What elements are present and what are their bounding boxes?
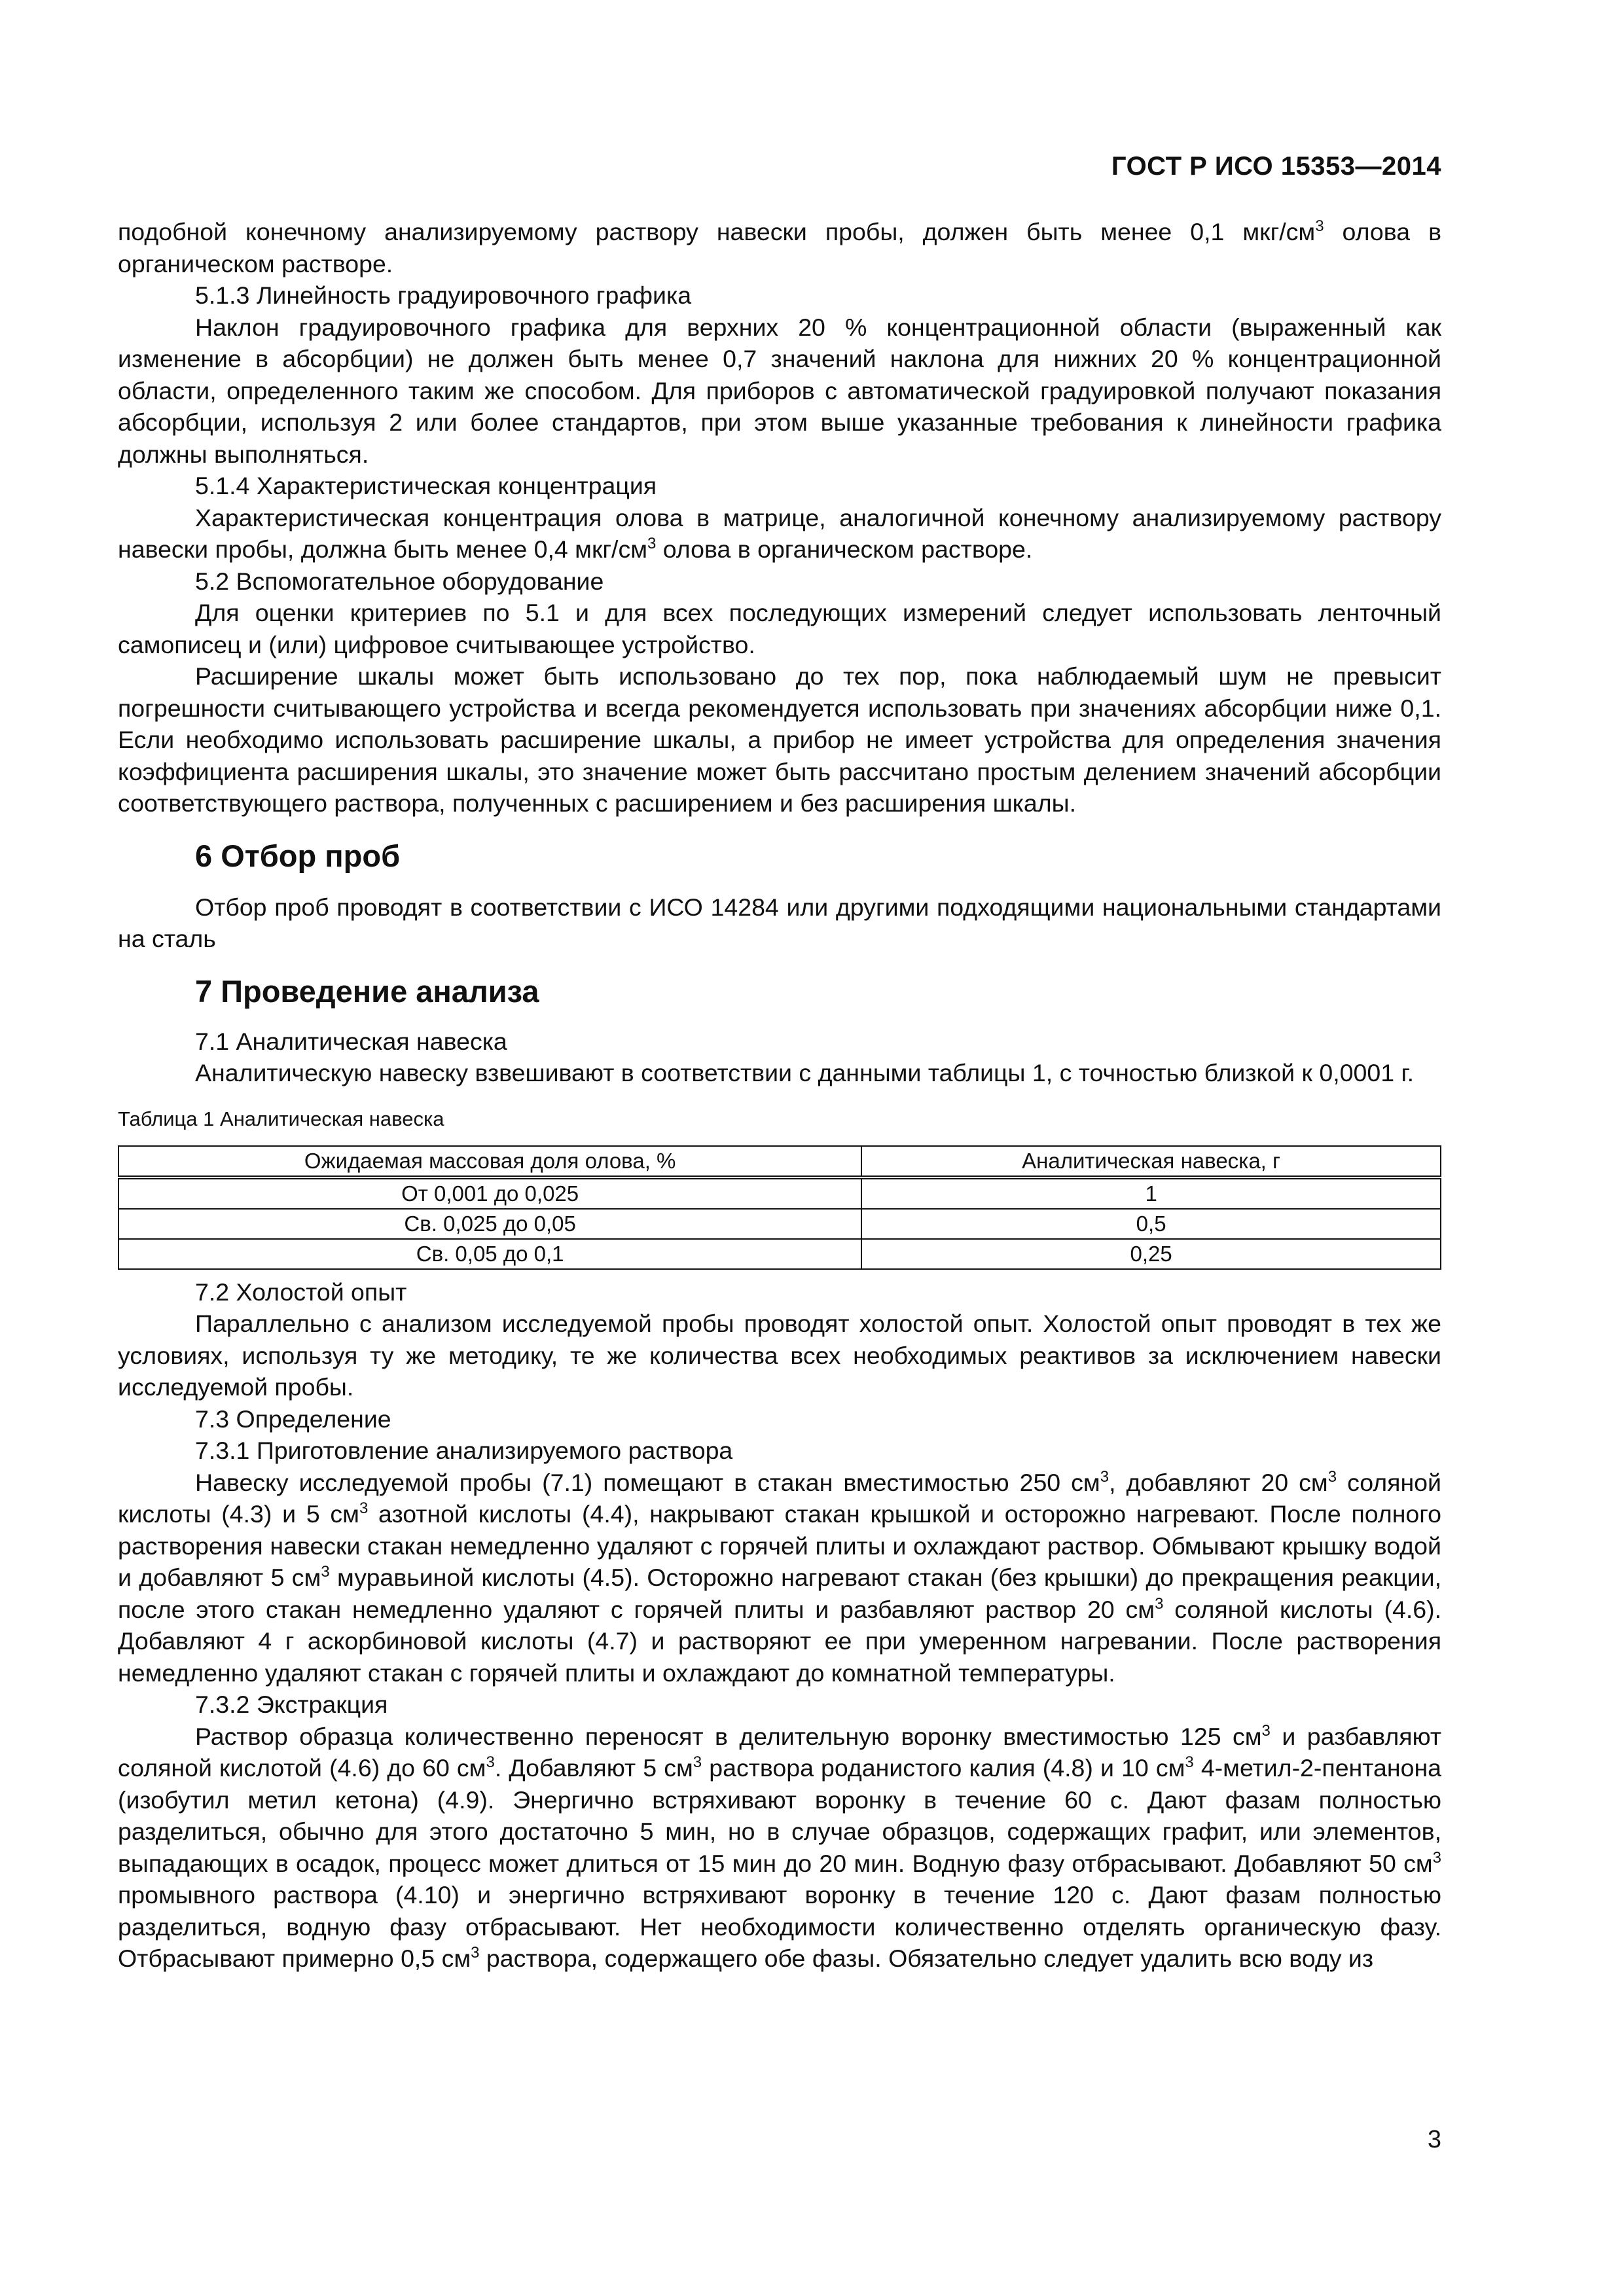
table-row (118, 1209, 1441, 1239)
paragraph: Аналитическую навеску взвешивают в соответствии с данными таблицы 1, с точностью близкой к 0,0001 г. (195, 1059, 1414, 1086)
table-1 (118, 1145, 1441, 1270)
paragraph: Наклон градуировочного графика для верхних 20 % концентрационной области (выраженный как изменение в абсорбции) не должен быть менее 0,7 значений наклона для нижних 20 % концентрационной области, определенного таким же способом. Для приборов с автоматической градуировкой получают показания абсорбции, используя 2 или более стандартов, при этом выше указанные требования к линейности графика должны выполняться. (118, 313, 1441, 468)
section-title-5-2: 5.2 Вспомогательное оборудование (195, 567, 604, 595)
text-run: олова в органическом растворе. (656, 535, 1033, 563)
section-title-7-2: 7.2 Холостой опыт (195, 1278, 407, 1306)
superscript: 3 (486, 1753, 495, 1771)
superscript: 3 (647, 535, 657, 552)
document-header-id: ГОСТ Р ИСО 15353—2014 (1111, 152, 1441, 181)
text-run: муравьиной кислоты (4.5). Осторожно нагревают стакан (без крышки) до прекращения реакции, после этого стакан немедленно удаляют с горячей плиты и разбавляют раствор 20 см (118, 1564, 1441, 1623)
document-page (118, 0, 1441, 2296)
superscript: 3 (1155, 1594, 1164, 1613)
section-title-7-1: 7.1 Аналитическая навеска (195, 1027, 507, 1055)
table-caption: Таблица 1 Аналитическая навеска (118, 1107, 444, 1130)
table-header-cell: Аналитическая навеска, г (861, 1146, 1441, 1177)
superscript: 3 (1432, 1848, 1441, 1867)
paragraph: Для оценки критериев по 5.1 и для всех последующих измерений следует использовать ленточный самописец и (или) цифровое считывающее устройство. (118, 599, 1441, 658)
section-title-7-3: 7.3 Определение (195, 1405, 391, 1433)
table-cell: Св. 0,025 до 0,05 (118, 1209, 861, 1239)
text-run: раствора, содержащего обе фазы. Обязательно следует удалить всю воду из (479, 1945, 1374, 1972)
paragraph (118, 502, 1441, 565)
text-run: олова в органическом растворе. (118, 218, 1441, 278)
text-run: подобной конечному анализируемому раствору навески пробы, должен быть менее 0,1 мкг/см (118, 218, 1316, 245)
text-run: . Добавляют 5 см (494, 1754, 693, 1782)
table-cell: 0,25 (861, 1239, 1441, 1269)
section-heading-7: 7 Проведение анализа (195, 973, 539, 1009)
text-run: Характеристическая концентрация олова в матрице, аналогичной конечному анализируемому раствору навески пробы, должна быть менее 0,4 мкг/см (118, 503, 1441, 563)
text-run: раствора роданистого калия (4.8) и 10 см (702, 1754, 1185, 1782)
text-run: промывного раствора (4.10) и энергично встряхивают воронку в течение 120 с. Дают фазам полностью разделиться, водную фазу отбрасывают. Нет необходимости количественно отделять органическую фазу. Отбрасывают примерно 0,5 см (118, 1881, 1441, 1972)
section-title-7-3-2: 7.3.2 Экстракция (195, 1691, 388, 1718)
text-run: и разбавляют соляной кислотой (4.6) до 60 см (118, 1722, 1441, 1782)
table-cell: 1 (861, 1177, 1441, 1209)
paragraph (118, 216, 1441, 279)
paragraph: Параллельно с анализом исследуемой пробы проводят холостой опыт. Холостой опыт проводят в тех же условиях, используя ту же методику, те же количества всех необходимых реактивов за исключением навески исследуемой пробы. (118, 1310, 1441, 1401)
table-cell: 0,5 (861, 1209, 1441, 1239)
paragraph-7-3-1 (118, 1467, 1441, 1689)
text-run: азотной кислоты (4.4), накрывают стакан крышкой и осторожно нагревают. После полного растворения навески стакан немедленно удаляют с горячей плиты и охлаждают раствор. Обмывают крышку водой и добавляют 5 см (118, 1500, 1441, 1591)
text-run: соляной кислоты (4.6). Добавляют 4 г аскорбиновой кислоты (4.7) и растворяют ее при умеренном нагревании. После растворения немедленно удаляют стакан с горячей плиты и охлаждают до комнатной температуры. (118, 1595, 1441, 1687)
text-run: 4-метил-2-пентанона (изобутил метил кетона) (4.9). Энергично встряхивают воронку в течение 60 с. Дают фазам полностью разделиться, обычно для этого достаточно 5 мин, но в случае образцов, содержащих графит, или элементов, выпадающих в осадок, процесс может длиться от 15 мин до 20 мин. Водную фазу отбрасывают. Добавляют 50 см (118, 1754, 1442, 1877)
superscript: 3 (1100, 1467, 1110, 1486)
section-title-7-3-1: 7.3.1 Приготовление анализируемого раствора (195, 1437, 733, 1464)
text-run: Раствор образца количественно переносят в делительную воронку вместимостью 125 см (195, 1722, 1262, 1750)
table-header-cell: Ожидаемая массовая доля олова, % (118, 1146, 861, 1177)
superscript: 3 (1185, 1753, 1194, 1771)
superscript: 3 (471, 1944, 480, 1962)
text-run: , добавляют 20 см (1109, 1468, 1328, 1496)
table-cell: Св. 0,05 до 0,1 (118, 1239, 861, 1269)
superscript: 3 (1261, 1721, 1271, 1740)
document-body (118, 216, 1441, 1975)
superscript: 3 (1315, 217, 1324, 235)
paragraph: Отбор проб проводят в соответствии с ИСО 14284 или другими подходящими национальными стандартами на сталь (118, 893, 1441, 952)
page-number: 3 (1427, 2126, 1441, 2153)
text-run: Навеску исследуемой пробы (7.1) помещают в стакан вместимостью 250 см (195, 1468, 1100, 1496)
section-heading-6: 6 Отбор проб (195, 838, 401, 873)
paragraph-7-3-2 (118, 1721, 1441, 1975)
superscript: 3 (693, 1753, 702, 1771)
superscript: 3 (359, 1499, 369, 1517)
section-title-5-1-3: 5.1.3 Линейность градуировочного графика (195, 281, 692, 309)
text-run: соляной кислоты (4.3) и 5 см (118, 1468, 1441, 1528)
paragraph: Расширение шкалы может быть использовано до тех пор, пока наблюдаемый шум не превысит погрешности считывающего устройства и всегда рекомендуется использовать при значениях абсорбции ниже 0,1. Если необходимо использовать расширение шкалы, а прибор не имеет устройства для определения значения коэффициента расширения шкалы, это значение может быть рассчитано простым делением значений абсорбции соответствующего раствора, полученных с расширением и без расширения шкалы. (118, 662, 1441, 817)
table-cell: От 0,001 до 0,025 (118, 1177, 861, 1209)
section-title-5-1-4: 5.1.4 Характеристическая концентрация (195, 472, 657, 499)
superscript: 3 (1327, 1467, 1337, 1486)
table-row (118, 1177, 1441, 1209)
table-row (118, 1239, 1441, 1269)
superscript: 3 (321, 1563, 330, 1581)
